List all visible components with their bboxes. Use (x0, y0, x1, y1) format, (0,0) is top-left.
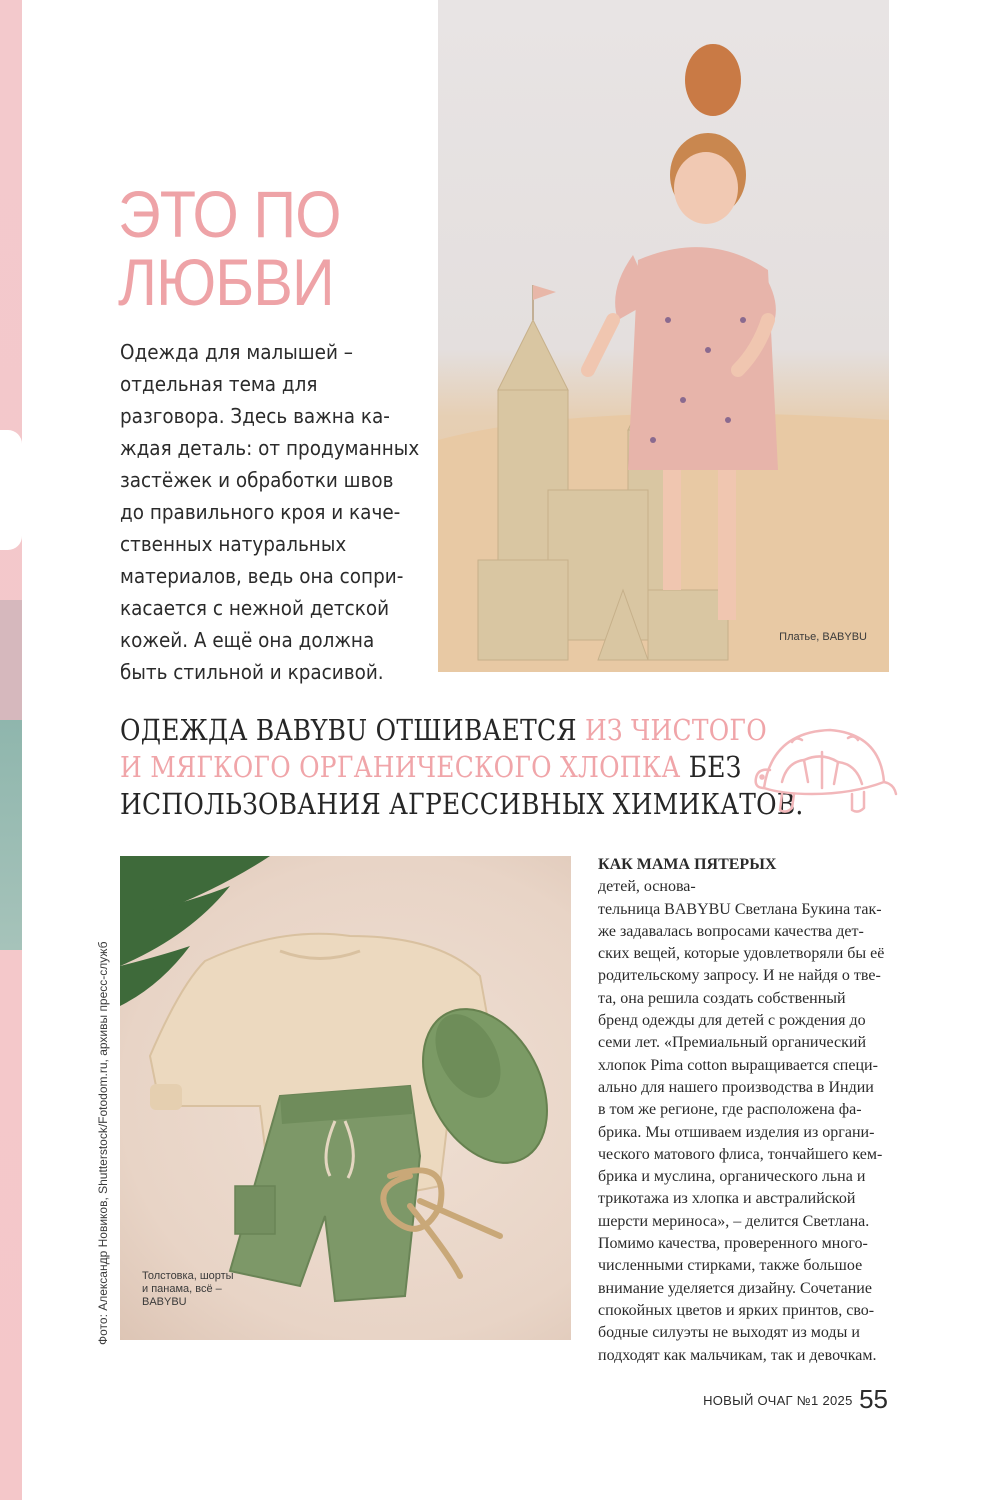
lead-line: до правильного кроя и каче- (120, 500, 401, 524)
edge-mauve-band (0, 600, 22, 730)
body-line: численными стирками, также большое (598, 1257, 863, 1275)
lead-line: Одежда для малышей – (120, 340, 353, 364)
turtle-icon (752, 722, 898, 822)
pull-quote (120, 712, 804, 823)
body-line: внимание уделяется дизайну. Сочетание (598, 1279, 872, 1297)
lead-line: ственных натуральных (120, 532, 347, 556)
edge-green-band (0, 720, 22, 950)
body-line: родительскому запросу. И не найдя о тве- (598, 967, 881, 985)
body-line: ческого матового флиса, тончайшего кем- (598, 1145, 883, 1163)
body-first-line-rest: детей, основа- (598, 878, 696, 896)
body-line: та, она решила создать собственный (598, 989, 846, 1007)
lead-line: быть стильной и красивой. (120, 660, 384, 684)
body-line: же задавалась вопросами качества дет- (598, 922, 864, 940)
clothes-illustration (120, 856, 571, 1340)
lead-line: отдельная тема для (120, 372, 318, 396)
magazine-issue: НОВЫЙ ОЧАГ №1 2025 (703, 1393, 853, 1408)
lead-line: касается с нежной детской (120, 596, 390, 620)
body-line: бренд одежды для детей с рождения до (598, 1012, 866, 1030)
quote-line-1 (120, 712, 804, 749)
quote-line-3 (120, 786, 804, 823)
body-line: спокойных цветов и ярких принтов, сво- (598, 1301, 875, 1319)
photo-girl-sand-castle (438, 0, 889, 672)
body-line: бодные силуэты не выходят из моды и (598, 1324, 860, 1342)
lead-paragraph (120, 336, 420, 688)
page-number: 55 (859, 1384, 888, 1414)
article-title (118, 177, 341, 319)
lead-line: ждая деталь: от продуманных (120, 436, 420, 460)
quote-text: ИСПОЛЬЗОВАНИЯ АГРЕССИВНЫХ ХИМИКАТОВ. (120, 787, 804, 821)
body-line: Помимо качества, проверенного много- (598, 1235, 868, 1253)
body-line: трикотажа из хлопка и австралийской (598, 1190, 856, 1208)
lead-line: застёжек и обработки швов (120, 468, 394, 492)
lead-line: материалов, ведь она сопри- (120, 564, 404, 588)
quote-text: БЕЗ (680, 750, 742, 784)
body-paragraph (598, 854, 884, 1367)
body-line: подходят как мальчикам, так и девочкам. (598, 1346, 877, 1364)
photo-kids-clothes (120, 856, 571, 1340)
title-line-2: ЛЮБВИ (118, 245, 334, 319)
body-line: брика. Мы отшиваем изделия из органи- (598, 1123, 875, 1141)
quote-accent: ИЗ ЧИСТОГО (584, 713, 767, 747)
edge-white-tab (0, 430, 22, 550)
girl-illustration (438, 0, 889, 672)
quote-text: ОДЕЖДА BABYBU ОТШИВАЕТСЯ (120, 713, 585, 747)
body-line: хлопок Pima cotton выращивается специ- (598, 1056, 878, 1074)
title-line-1: ЭТО ПО (118, 177, 341, 251)
body-line: тельница BABYBU Светлана Букина так- (598, 900, 882, 918)
photo-clothes-caption: Толстовка, шорты и панама, всё – BABYBU (142, 1270, 234, 1308)
body-line: шерсти мериноса», – делится Светлана. (598, 1212, 870, 1230)
body-line: ально для нашего производства в Индии (598, 1078, 874, 1096)
page-folio (703, 1384, 888, 1415)
body-line: в том же регионе, где расположена фа- (598, 1101, 862, 1119)
body-line: ских вещей, которые удовлетворяли бы её (598, 945, 885, 963)
page-edge-strip (0, 0, 22, 1500)
photo-girl-caption: Платье, BABYBU (779, 631, 867, 643)
photo-credit: Фото: Александр Новиков, Shutterstock/Fotodom.ru, архивы пресс-служб (96, 941, 110, 1345)
lead-line: кожей. А ещё она должна (120, 628, 375, 652)
quote-accent: И МЯГКОГО ОРГАНИЧЕСКОГО ХЛОПКА (120, 750, 681, 784)
body-first-line (598, 854, 884, 899)
quote-line-2 (120, 749, 804, 786)
body-line: брика и муслина, органического льна и (598, 1168, 866, 1186)
lead-line: разговора. Здесь важна ка- (120, 404, 390, 428)
body-lead-in: КАК МАМА ПЯТЕРЫХ (598, 856, 777, 873)
body-line: семи лет. «Премиальный органический (598, 1034, 867, 1052)
